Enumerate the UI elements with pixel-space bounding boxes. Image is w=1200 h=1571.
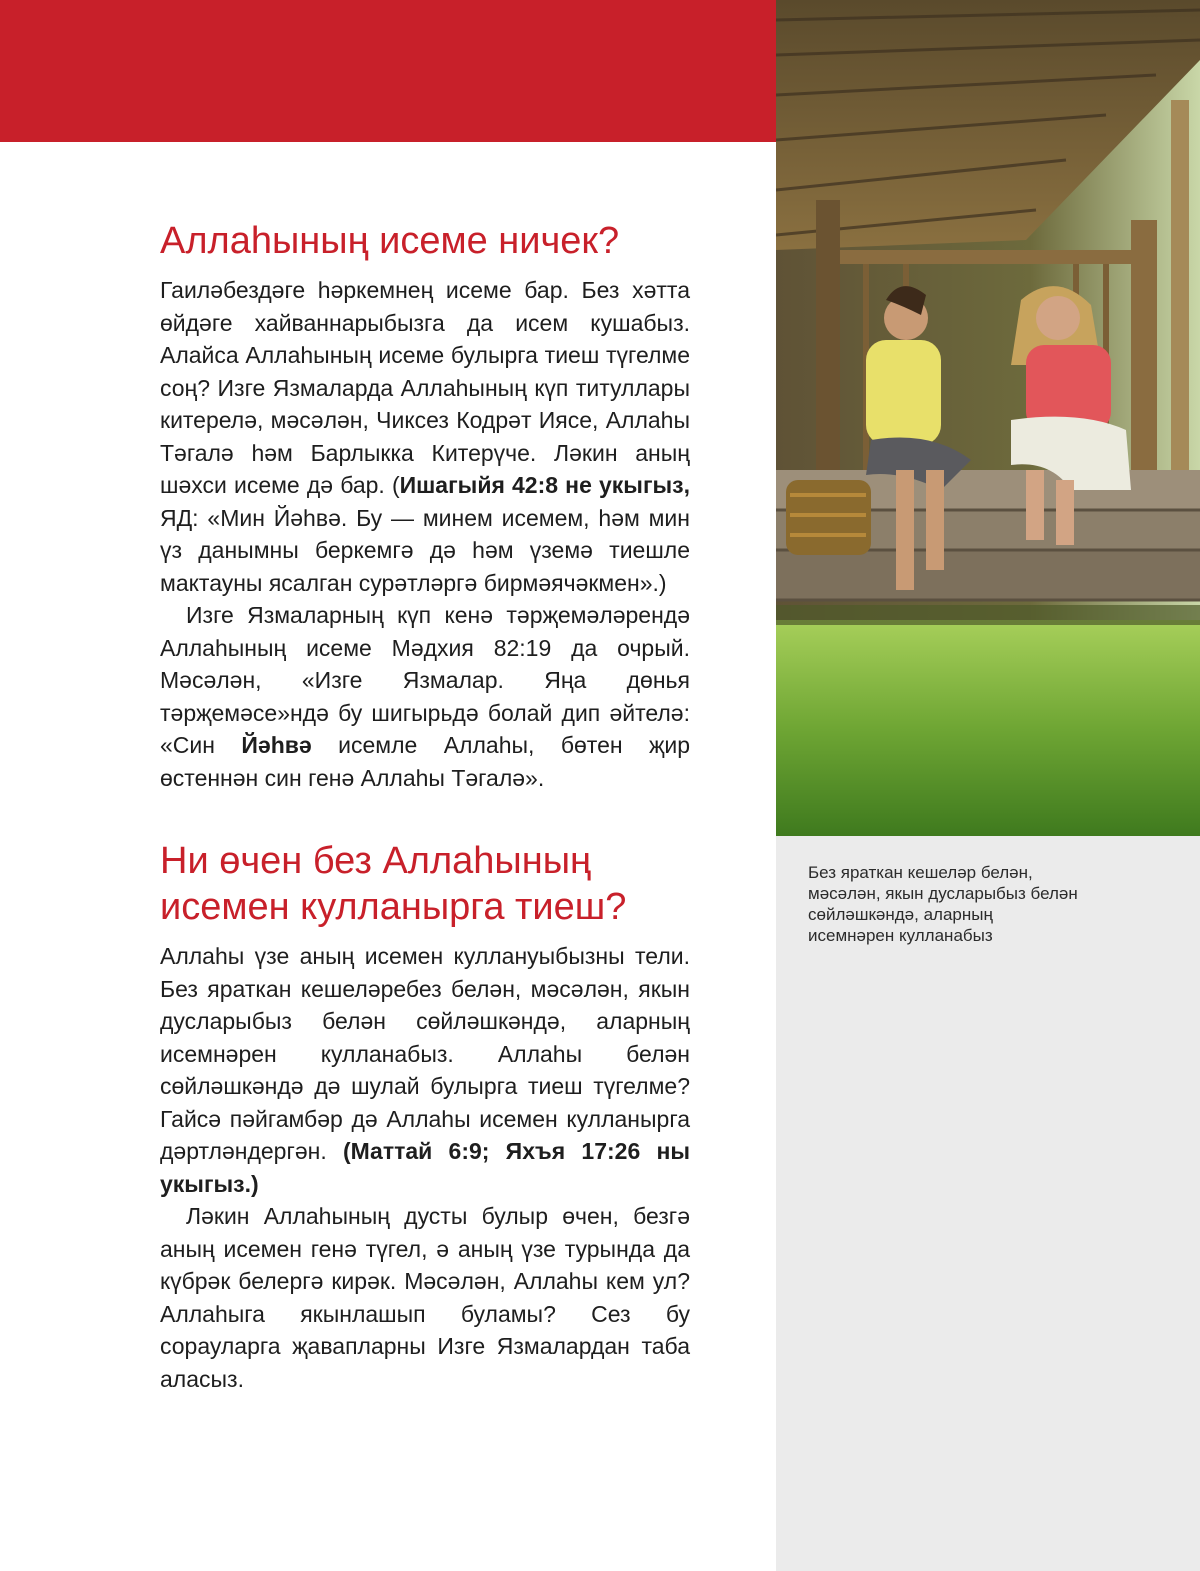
main-content: [160, 218, 690, 1395]
header-color-band: [0, 0, 776, 142]
paragraph-1: [160, 274, 690, 599]
paragraph-4: Ләкин Аллаһының дусты булыр өчен, безгә аның исемен генә түгел, ә аның үзе турында да күбрәк белергә кирәк. Мәсәлән, Аллаһы кем ул? Аллаһыга якынлашып буламы? Сез бу сорауларга җавапларны Изге Язмалардан таба аласыз.: [160, 1203, 690, 1392]
divine-name-bold: Йәһвә: [241, 732, 312, 758]
paragraph-3-text: Аллаһы үзе аның исемен куллануыбызны тели. Без яраткан кешеләребез белән, мәсәлән, якын дусларыбыз белән сөйләшкәндә, аларның исемнәрен кулланабыз. Аллаһы белән сөйләшкәндә дә шулай булырга тиеш түгелме? Гайсә пәйгамбәр дә Аллаһы исемен кулланырга дәртләндергән.: [160, 943, 690, 1164]
paragraph-2-text: Изге Язмаларның күп кенә тәрҗемәләрендә Аллаһының исеме Мәдхия 82:19 да очрый. Мәсәлән, «Изге Язмалар. Яңа дөнья тәрҗемәсе»ндә бу шигырьдә болай дип әйтелә: «Син: [160, 602, 690, 758]
paragraph-2: [160, 599, 690, 794]
paragraph-1-quote: ЯД: «Мин Йәһвә. Бу — минем исемем, һәм мин үз данымны беркемгә дә һәм үземә тиешле мактауны ясалган сурәтләргә бирмәячәкмен».): [160, 504, 690, 596]
paragraph-2-ending: исемле Аллаһы, бөтен җир өстеннән син генә Аллаһы Тәгалә».: [160, 732, 691, 791]
photo-caption: Без яраткан кешеләр белән, мәсәлән, якын дусларыбыз белән сөйләшкәндә, аларның исемнәрен кулланабыз: [808, 863, 1078, 945]
section-heading-gods-name: Аллаһының исеме ничек?: [160, 220, 620, 262]
paragraph-3: [160, 940, 690, 1200]
photo-two-women-on-porch: [776, 0, 1200, 836]
section-heading-why-use-name: Ни өчен без Аллаһының исемен кулланырга тиеш?: [160, 840, 627, 928]
scripture-reference-matthew-john: (Маттай 6:9; Яхъя 17:26 ны укыгыз.): [160, 1138, 690, 1197]
paragraph-1-text: Гаиләбездәге һәркемнең исеме бар. Без хәтта өйдәге хайваннарыбызга да исем кушабыз. Алайса Аллаһының исеме булырга тиеш түгелме соң? Изге Язмаларда Аллаһының күп титуллары китерелә, мәсәлән, Чиксез Кодрәт Иясе, Аллаһы Тәгалә һәм Барлыкка Китерүче. Ләкин аның шәхси исеме дә бар. (: [160, 277, 690, 498]
scripture-reference-isaiah: Ишагыйя 42:8 не укыгыз,: [399, 472, 690, 498]
